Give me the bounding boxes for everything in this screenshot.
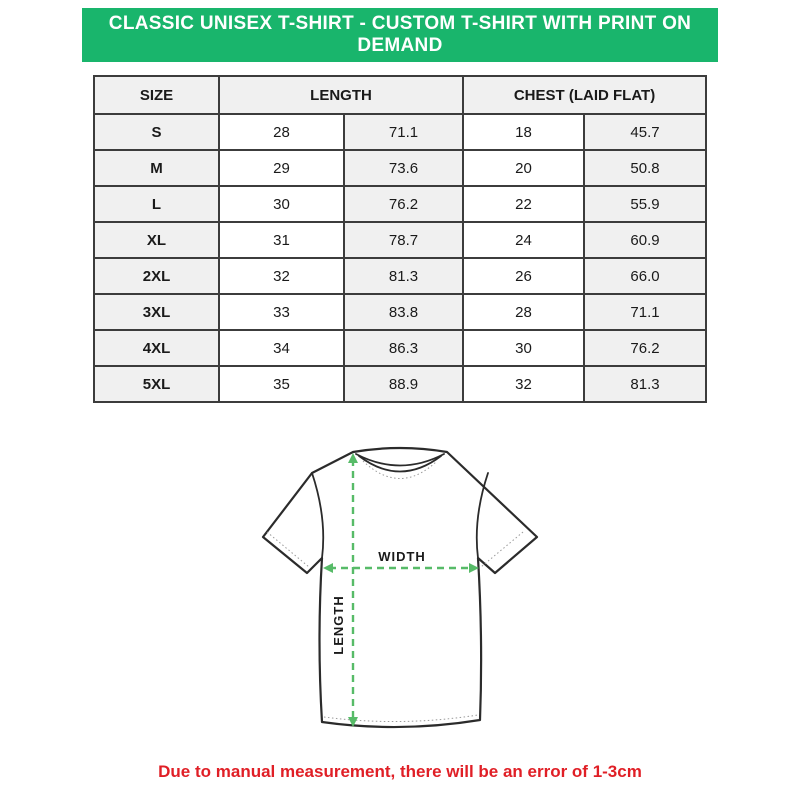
size-cell: 4XL	[94, 330, 219, 366]
chest-cm-cell: 55.9	[584, 186, 706, 222]
chest-in-cell: 18	[463, 114, 584, 150]
size-cell: 2XL	[94, 258, 219, 294]
length-label: LENGTH	[331, 595, 346, 655]
length-cm-cell: 86.3	[344, 330, 463, 366]
chest-cm-cell: 76.2	[584, 330, 706, 366]
size-cell: XL	[94, 222, 219, 258]
table-row	[94, 114, 706, 150]
chest-cm-cell: 50.8	[584, 150, 706, 186]
length-in-cell: 34	[219, 330, 344, 366]
tshirt-diagram	[250, 440, 540, 750]
length-in-cell: 28	[219, 114, 344, 150]
length-cm-cell: 83.8	[344, 294, 463, 330]
length-in-cell: 30	[219, 186, 344, 222]
chest-in-cell: 24	[463, 222, 584, 258]
length-in-cell: 35	[219, 366, 344, 402]
length-in-cell: 29	[219, 150, 344, 186]
size-chart-table	[93, 75, 707, 403]
size-cell: 5XL	[94, 366, 219, 402]
chest-in-cell: 22	[463, 186, 584, 222]
size-chart-container	[93, 75, 705, 403]
page-title: CLASSIC UNISEX T-SHIRT - CUSTOM T-SHIRT WITH PRINT ON DEMAND	[108, 13, 692, 56]
length-in-cell: 32	[219, 258, 344, 294]
title-banner	[82, 8, 718, 62]
length-cm-cell: 76.2	[344, 186, 463, 222]
table-row	[94, 294, 706, 330]
chest-cm-cell: 45.7	[584, 114, 706, 150]
chest-in-cell: 30	[463, 330, 584, 366]
length-cm-cell: 81.3	[344, 258, 463, 294]
table-row	[94, 366, 706, 402]
chest-in-cell: 28	[463, 294, 584, 330]
chest-cm-cell: 60.9	[584, 222, 706, 258]
tshirt-outline	[263, 448, 537, 727]
size-cell: L	[94, 186, 219, 222]
length-in-cell: 31	[219, 222, 344, 258]
chest-cm-cell: 81.3	[584, 366, 706, 402]
table-row	[94, 186, 706, 222]
chest-in-cell: 32	[463, 366, 584, 402]
measurement-note: Due to manual measurement, there will be an error of 1-3cm	[158, 762, 642, 781]
length-cm-cell: 71.1	[344, 114, 463, 150]
chest-in-cell: 26	[463, 258, 584, 294]
size-cell: M	[94, 150, 219, 186]
width-label: WIDTH	[378, 549, 426, 564]
size-cell: S	[94, 114, 219, 150]
header-length: LENGTH	[219, 76, 463, 114]
table-row	[94, 258, 706, 294]
table-row	[94, 330, 706, 366]
length-cm-cell: 78.7	[344, 222, 463, 258]
table-row	[94, 222, 706, 258]
header-chest: CHEST (LAID FLAT)	[463, 76, 706, 114]
header-size: SIZE	[94, 76, 219, 114]
header-row	[94, 76, 706, 114]
length-cm-cell: 88.9	[344, 366, 463, 402]
chest-cm-cell: 66.0	[584, 258, 706, 294]
chest-cm-cell: 71.1	[584, 294, 706, 330]
chest-in-cell: 20	[463, 150, 584, 186]
size-cell: 3XL	[94, 294, 219, 330]
length-cm-cell: 73.6	[344, 150, 463, 186]
length-in-cell: 33	[219, 294, 344, 330]
table-row	[94, 150, 706, 186]
